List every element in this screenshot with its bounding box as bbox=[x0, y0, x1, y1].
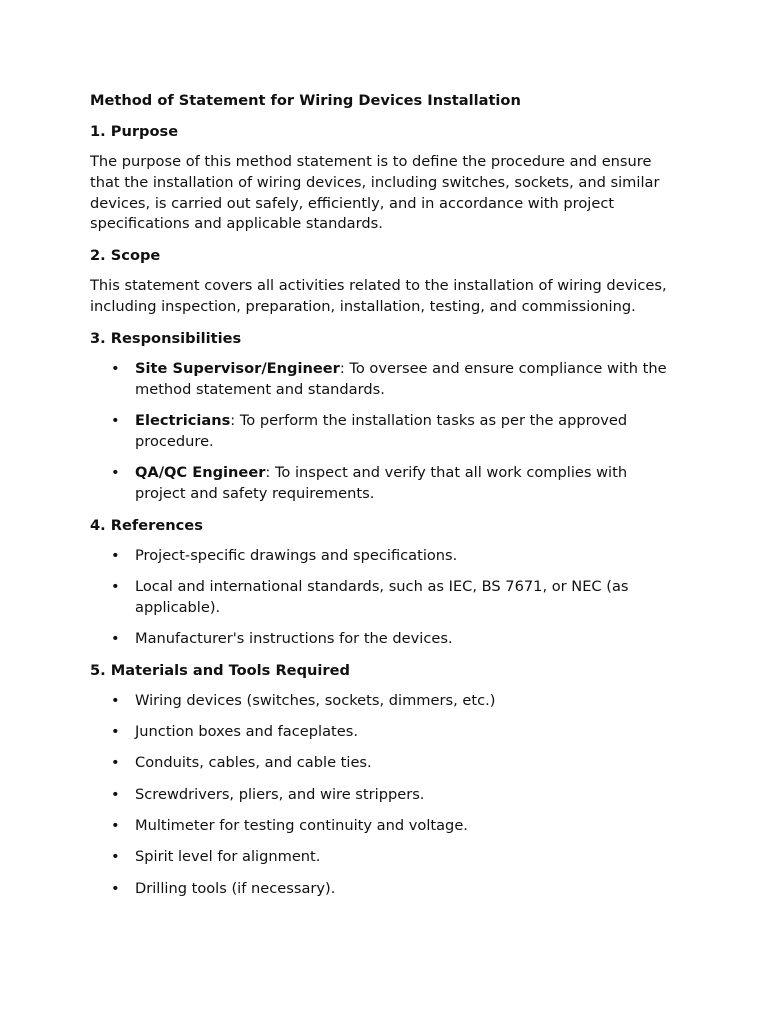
responsibilities-heading: 3. Responsibilities bbox=[90, 329, 242, 347]
material-text: Junction boxes and faceplates. bbox=[135, 723, 358, 741]
list-item bbox=[90, 463, 672, 505]
list-item bbox=[90, 722, 672, 743]
list-item bbox=[90, 816, 672, 837]
document-title: Method of Statement for Wiring Devices Installation bbox=[90, 92, 521, 109]
bullet-icon: • bbox=[111, 463, 120, 481]
material-text: Spirit level for alignment. bbox=[135, 848, 321, 866]
reference-text: Project-specific drawings and specifications. bbox=[135, 546, 458, 564]
material-text: Wiring devices (switches, sockets, dimmers, etc.) bbox=[135, 691, 496, 709]
material-text: Drilling tools (if necessary). bbox=[135, 879, 336, 897]
bullet-icon: • bbox=[111, 691, 120, 709]
bullet-icon: • bbox=[111, 359, 120, 377]
responsibility-desc: : To oversee and ensure compliance with the method statement and standards. bbox=[135, 359, 667, 398]
reference-text: Local and international standards, such as IEC, BS 7671, or NEC (as applicable). bbox=[135, 577, 629, 616]
bullet-icon: • bbox=[111, 411, 120, 429]
responsibility-term: Electricians bbox=[135, 411, 231, 429]
list-item bbox=[90, 785, 672, 806]
responsibility-term: Site Supervisor/Engineer bbox=[135, 359, 340, 377]
list-item bbox=[90, 629, 672, 650]
list-item bbox=[90, 691, 672, 712]
list-item bbox=[90, 411, 672, 453]
list-item bbox=[90, 847, 672, 868]
references-list bbox=[90, 546, 672, 650]
responsibility-term: QA/QC Engineer bbox=[135, 463, 266, 481]
list-item bbox=[90, 753, 672, 774]
bullet-icon: • bbox=[111, 723, 120, 741]
purpose-heading: 1. Purpose bbox=[90, 123, 179, 140]
bullet-icon: • bbox=[111, 754, 120, 772]
responsibility-desc: : To inspect and verify that all work complies with project and safety requirements. bbox=[135, 463, 628, 502]
references-heading: 4. References bbox=[90, 516, 203, 534]
bullet-icon: • bbox=[111, 546, 120, 564]
list-item bbox=[90, 359, 672, 401]
material-text: Conduits, cables, and cable ties. bbox=[135, 754, 372, 772]
list-item bbox=[90, 546, 672, 567]
bullet-icon: • bbox=[111, 629, 120, 647]
responsibilities-list bbox=[90, 359, 672, 505]
responsibility-desc: : To perform the installation tasks as per the approved procedure. bbox=[135, 411, 628, 450]
scope-text: This statement covers all activities related to the installation of wiring devices, including inspection, preparation, installation, testing, and commissioning. bbox=[90, 277, 667, 315]
material-text: Multimeter for testing continuity and voltage. bbox=[135, 816, 468, 834]
materials-list bbox=[90, 691, 672, 900]
list-item bbox=[90, 577, 672, 619]
scope-heading: 2. Scope bbox=[90, 247, 161, 265]
purpose-text: The purpose of this method statement is to define the procedure and ensure that the installation of wiring devices, including switches, sockets, and similar devices, is carried out safely, efficiently, and in accordance with project specifications and applicable standards. bbox=[90, 153, 660, 233]
list-item bbox=[90, 879, 672, 900]
bullet-icon: • bbox=[111, 577, 120, 595]
reference-text: Manufacturer's instructions for the devices. bbox=[135, 629, 453, 647]
bullet-icon: • bbox=[111, 785, 120, 803]
bullet-icon: • bbox=[111, 816, 120, 834]
material-text: Screwdrivers, pliers, and wire strippers. bbox=[135, 785, 425, 803]
bullet-icon: • bbox=[111, 879, 120, 897]
bullet-icon: • bbox=[111, 848, 120, 866]
materials-heading: 5. Materials and Tools Required bbox=[90, 661, 350, 679]
